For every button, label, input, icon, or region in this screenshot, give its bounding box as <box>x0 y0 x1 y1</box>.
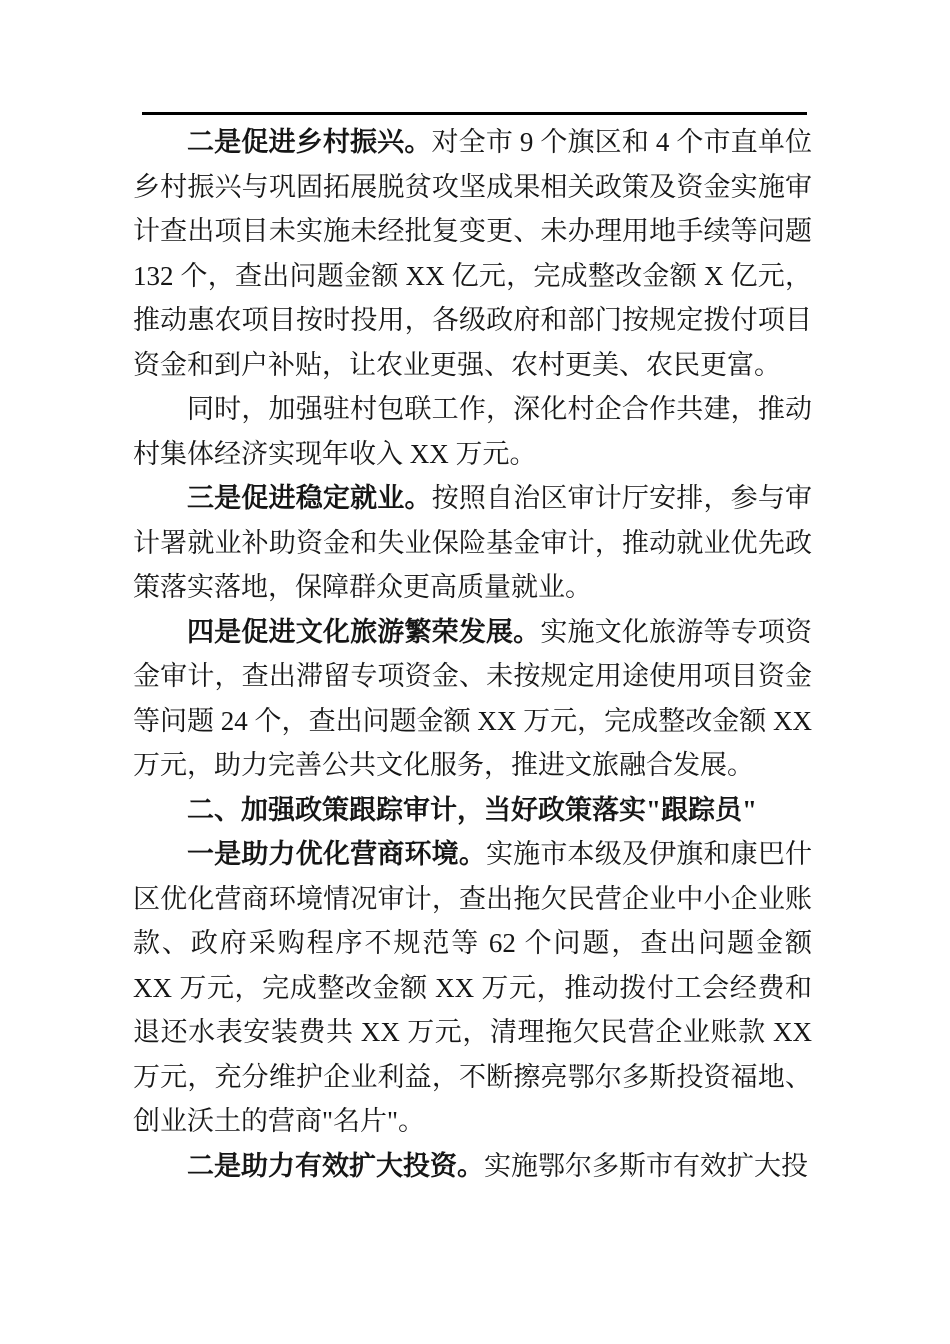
paragraph-body: 实施鄂尔多斯市有效扩大投 <box>484 1150 808 1181</box>
paragraph-stable-employment <box>133 476 812 610</box>
paragraph-body: 对全市 9 个旗区和 4 个市直单位乡村振兴与巩固拓展脱贫攻坚成果相关政策及资金实施审计查出项目未实施未经批复变更、未办理用地手续等问题 132 个，查出问题金额 XX 亿元，完成整改金额 X 亿元，推动惠农项目按时投用，各级政府和部门按规定拨付项目资金和到户补贴，让农业更强、农村更美、农民更富。 <box>133 127 812 380</box>
paragraph-body: 同时，加强驻村包联工作，深化村企合作共建，推动村集体经济实现年收入 XX 万元。 <box>133 394 812 469</box>
paragraph-rural-revitalization <box>133 120 812 387</box>
document-body <box>133 120 812 1188</box>
paragraph-body: 按照自治区审计厅安排，参与审计署就业补助资金和失业保险基金审计，推动就业优先政策落实落地，保障群众更高质量就业。 <box>133 483 813 602</box>
paragraph-business-environment <box>133 832 812 1144</box>
paragraph-culture-tourism <box>133 610 812 788</box>
paragraph-village-collective-economy <box>133 387 812 476</box>
paragraph-lead: 四是促进文化旅游繁荣发展。 <box>187 616 541 647</box>
paragraph-lead: 二是促进乡村振兴。 <box>187 127 432 157</box>
paragraph-expand-investment <box>133 1144 812 1189</box>
paragraph-body: 实施文化旅游等专项资金审计，查出滞留专项资金、未按规定用途使用项目资金等问题 24 个，查出问题金额 XX 万元，完成整改金额 XX 万元，助力完善公共文化服务，推进文旅融合发展。 <box>133 616 813 780</box>
section-heading-policy-tracking-audit <box>133 788 812 833</box>
header-rule <box>142 112 807 115</box>
paragraph-body: 实施市本级及伊旗和康巴什区优化营商环境情况审计，查出拖欠民营企业中小企业账款、政府采购程序不规范等 62 个问题，查出问题金额 XX 万元，完成整改金额 XX 万元，推动拨付工会经费和退还水表安装费共 XX 万元，清理拖欠民营企业账款 XX 万元，充分维护企业利益，不断擦亮鄂尔多斯投资福地、创业沃土的营商"名片"。 <box>133 839 812 1136</box>
paragraph-lead: 二是助力有效扩大投资。 <box>187 1150 484 1181</box>
paragraph-lead: 一是助力优化营商环境。 <box>187 839 486 869</box>
section-heading-text: 二、加强政策跟踪审计，当好政策落实"跟踪员" <box>187 794 757 825</box>
paragraph-lead: 三是促进稳定就业。 <box>187 483 432 513</box>
